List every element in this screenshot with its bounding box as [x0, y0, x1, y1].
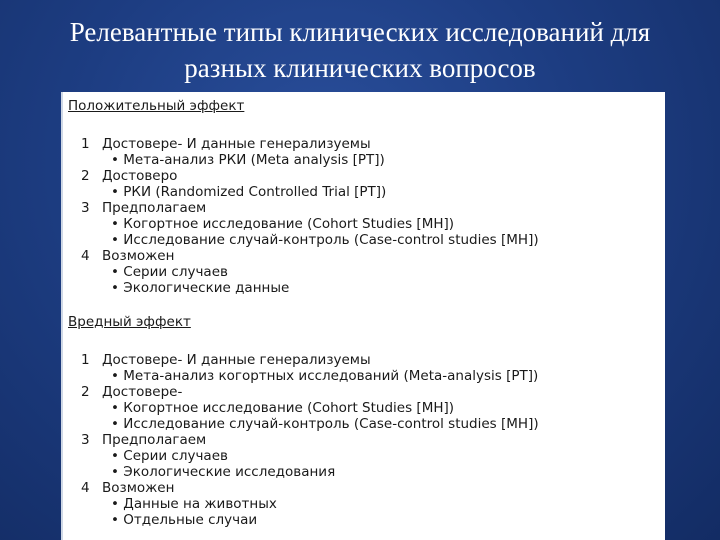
- list-item-label: Предполагаем: [102, 432, 207, 448]
- bullet-item: • Серии случаев: [68, 264, 665, 280]
- section-heading: Положительный эффект: [68, 98, 245, 114]
- bullet-item: • Мета-анализ когортных исследований (Meta-analysis [PT]): [68, 368, 665, 384]
- section-divider-space: [68, 296, 665, 312]
- list-item-number: 4: [81, 480, 90, 496]
- section-2: [68, 312, 665, 528]
- list-item-number: 2: [81, 384, 90, 400]
- list-item: [68, 352, 665, 368]
- list-item-number: 1: [81, 136, 90, 152]
- list-item-label: Возможен: [102, 480, 175, 496]
- bullet-item: • Мета-анализ РКИ (Meta analysis [PT]): [68, 152, 665, 168]
- list-item-number: 4: [81, 248, 90, 264]
- bullet-item: • Когортное исследование (Cohort Studies [MH]): [68, 400, 665, 416]
- bullet-item: • Исследование случай-контроль (Case-control studies [MH]): [68, 416, 665, 432]
- list-item: [68, 248, 665, 264]
- list-item: [68, 432, 665, 448]
- list-item-label: Достовере- И данные генерализуемы: [102, 352, 371, 368]
- list-item: [68, 384, 665, 400]
- list-item-number: 2: [81, 168, 90, 184]
- list-item: [68, 200, 665, 216]
- list-item-label: Достовере- И данные генерализуемы: [102, 136, 371, 152]
- bullet-item: • Экологические данные: [68, 280, 665, 296]
- list-item: [68, 136, 665, 152]
- list-item: [68, 480, 665, 496]
- list-item-label: Достоверо: [102, 168, 178, 184]
- section-1: [68, 96, 665, 296]
- slide-title: [0, 14, 720, 86]
- list-item-number: 3: [81, 432, 90, 448]
- heading-spacer: [68, 116, 665, 136]
- bullet-item: • Исследование случай-контроль (Case-control studies [MH]): [68, 232, 665, 248]
- bullet-item: • Экологические исследования: [68, 464, 665, 480]
- bullet-item: • Отдельные случаи: [68, 512, 665, 528]
- list-item-number: 1: [81, 352, 90, 368]
- document-panel: [61, 92, 665, 540]
- list-item-label: Предполагаем: [102, 200, 207, 216]
- slide-title-line-1: Релевантные типы клинических исследований для: [69, 17, 651, 47]
- section-heading: Вредный эффект: [68, 314, 191, 330]
- slide-title-line-2: разных клинических вопросов: [184, 53, 536, 83]
- bullet-item: • Серии случаев: [68, 448, 665, 464]
- bullet-item: • Когортное исследование (Cohort Studies [MH]): [68, 216, 665, 232]
- list-item-number: 3: [81, 200, 90, 216]
- bullet-item: • Данные на животных: [68, 496, 665, 512]
- bullet-item: • РКИ (Randomized Controlled Trial [PT]): [68, 184, 665, 200]
- list-item: [68, 168, 665, 184]
- list-item-label: Возможен: [102, 248, 175, 264]
- heading-spacer: [68, 332, 665, 352]
- list-item-label: Достовере-: [102, 384, 183, 400]
